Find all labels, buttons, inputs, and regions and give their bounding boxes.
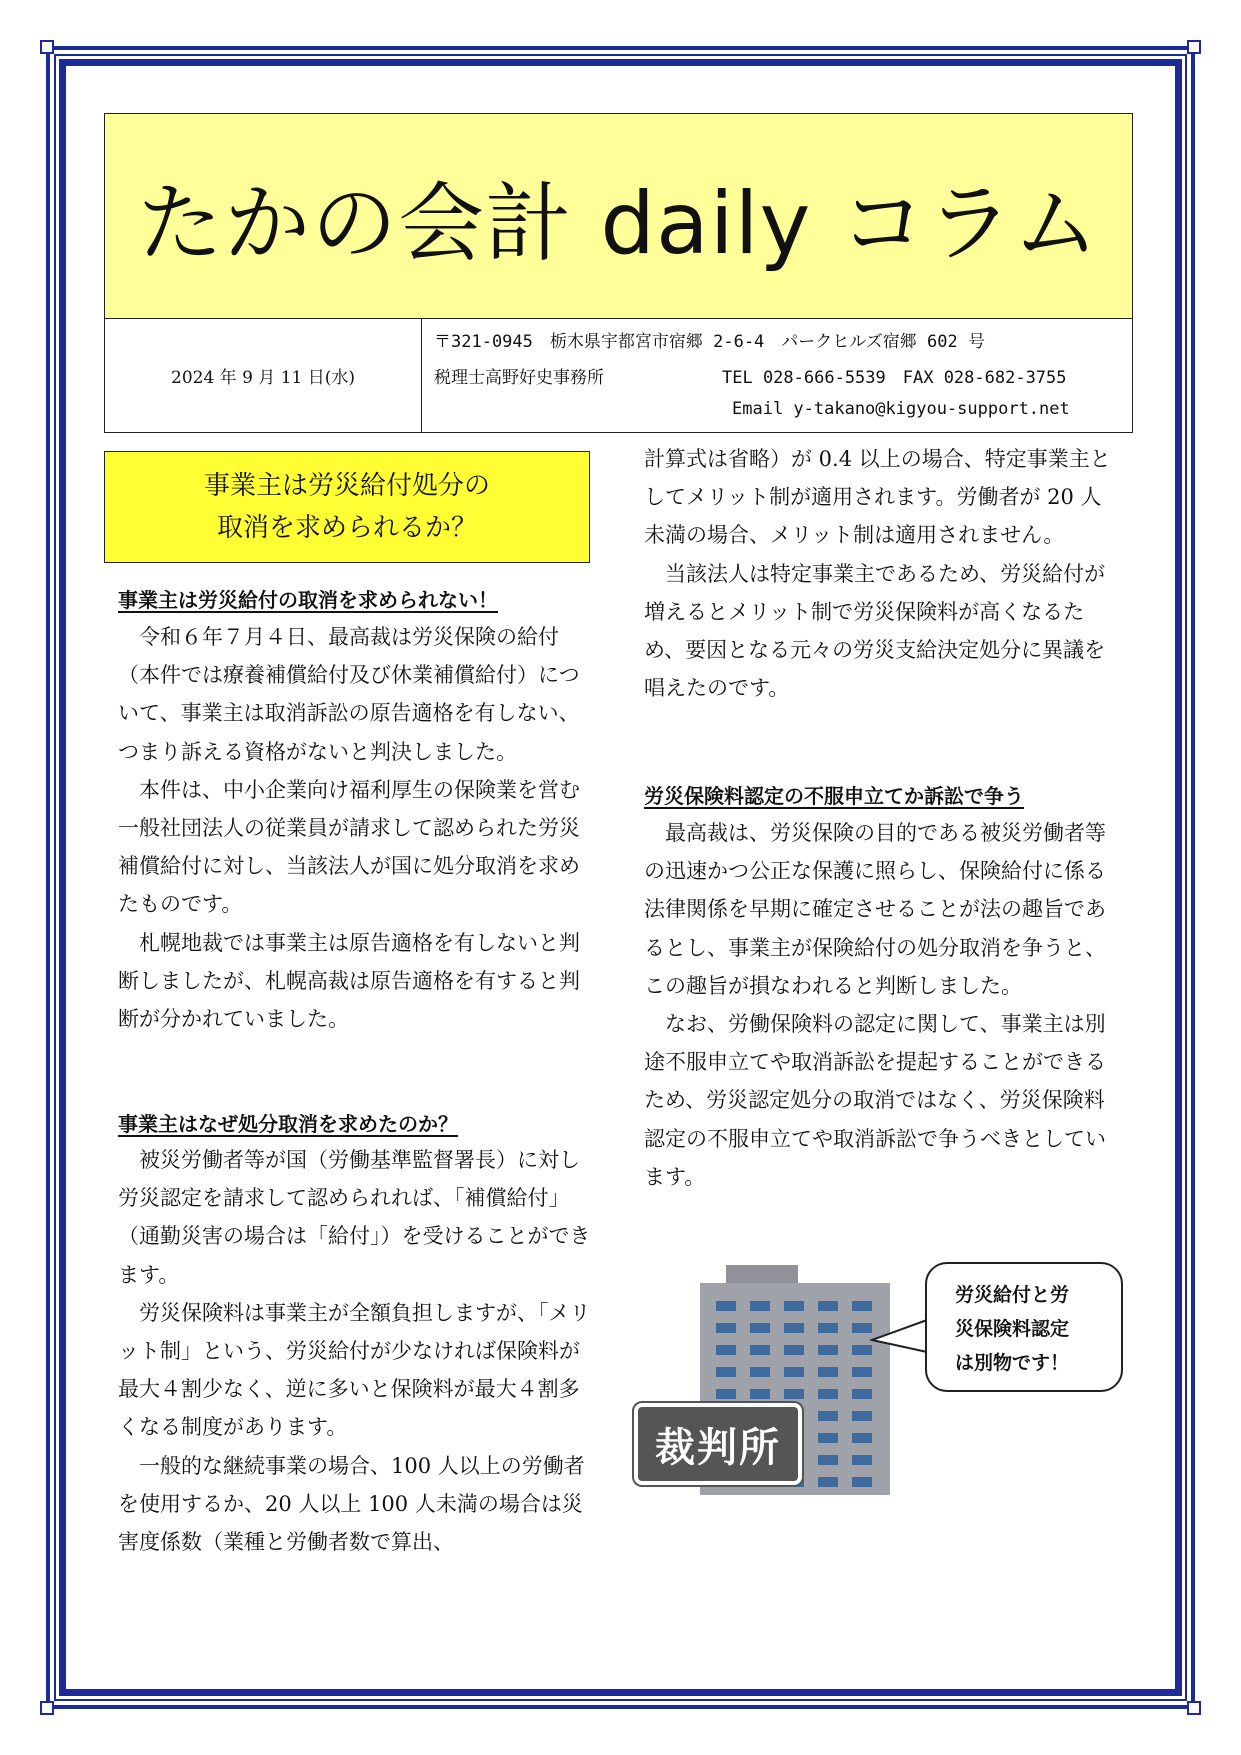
paragraph: なお、労働保険料の認定に関して、事業主は別途不服申立てや取消訴訟を提起することができるため、労災認定処分の取消ではなく、労災保険料認定の不服申立てや取消訴訟で争うべきとしています。 [644,1012,1106,1189]
building-window [784,1389,804,1399]
building-window [784,1323,804,1333]
building-window [750,1345,770,1355]
office-address: 〒321-0945 栃木県宇都宮市宿郷 2-6-4 パークヒルズ宿郷 602 号 [434,332,985,352]
paragraph: 労災保険料は事業主が全額負担しますが、「メリット制」という、労災給付が少なければ保険料が最大４割少なく、逆に多いと保険料が最大４割多くなる制度があります。 [118,1300,591,1440]
building-window [716,1345,736,1355]
paragraph: 一般的な継続事業の場合、100 人以上の労働者を使用するか、20 人以上 100 人未満の場合は災害度係数（業種と労働者数で算出、 [118,1453,585,1555]
building-window [818,1411,838,1421]
topic-title-line2: 取消を求められるか？ [216,513,477,543]
section-2-body [118,1141,596,1561]
building-window [818,1367,838,1377]
section-heading-3: 労災保険料認定の不服申立てか訴訟で争う [644,784,1024,808]
paragraph: 最高裁は、労災保険の目的である被災労働者等の迅速かつ公正な保護に照らし、保険給付に係る法律関係を早期に確定させることが法の趣旨であるとし、事業主が保険給付の処分取消を争うと、この趣旨が損なわれると判断しました。 [644,821,1106,998]
section-1-body [118,618,596,1038]
issue-date: 2024 年 9 月 11 日(水) [105,319,422,432]
topic-title-line1: 事業主は労災給付処分の [203,471,490,501]
building-window [784,1345,804,1355]
building-window [818,1477,838,1487]
paragraph: 令和６年７月４日、最高裁は労災保険の給付（本件では療養補償給付及び休業補償給付）について、事業主は取消訴訟の原告適格を有しない、つまり訴える資格がないと判決しました。 [118,625,580,764]
topic-title-box [104,451,590,563]
paragraph: 本件は、中小企業向け福利厚生の保険業を営む一般社団法人の従業員が請求して認められた労災補償給付に対し、当該法人が国に処分取消を求めたものです。 [118,777,580,917]
bubble-line: 災保険料認定 [955,1318,1070,1340]
court-sign [634,1403,802,1485]
building-window [852,1367,872,1377]
building-window [852,1323,872,1333]
border-corner-ornament [40,1701,54,1715]
newsletter-title: たかの会計 daily コラム [105,114,1132,319]
section-heading-2: 事業主はなぜ処分取消を求めたのか？ [118,1112,458,1136]
building-window [818,1323,838,1333]
building-window [818,1345,838,1355]
building-window [852,1389,872,1399]
border-corner-ornament [1187,1701,1201,1715]
building-window [818,1389,838,1399]
building-window [852,1301,872,1311]
building-window [784,1367,804,1377]
section-2-body-continued [644,440,1122,707]
building-window [784,1301,804,1311]
bubble-line: 労災給付と労 [955,1284,1070,1306]
paragraph: 計算式は省略）が 0.4 以上の場合、特定事業主としてメリット制が適用されます。労働者が 20 人未満の場合、メリット制は適用されません。 [644,447,1111,548]
court-sign-label: 裁判所 [655,1424,781,1471]
building-window [716,1301,736,1311]
building-window [716,1367,736,1377]
building-window [818,1433,838,1443]
section-heading-1: 事業主は労災給付の取消を求められない！ [118,588,498,612]
building-window [750,1323,770,1333]
office-name: 税理士高野好史事務所 [434,368,604,388]
border-corner-ornament [1187,40,1201,54]
paragraph: 当該法人は特定事業主であるため、労災給付が増えるとメリット制で労災保険料が高くなるため、要因となる元々の労災支給決定処分に異議を唱えたのです。 [644,561,1106,701]
building-window [852,1345,872,1355]
building-window [852,1477,872,1487]
office-contact-block [422,319,1132,432]
paragraph: 被災労働者等が国（労働基準監督署長）に対し労災認定を請求して認められれば、「補償給付」（通勤災害の場合は「給付」）を受けることができます。 [118,1148,591,1287]
building-window [750,1389,770,1399]
newsletter-header [104,113,1133,433]
office-email[interactable]: Email y-takano@kigyou-support.net [732,399,1070,419]
building-window [818,1301,838,1311]
building-window [852,1433,872,1443]
building-window [716,1389,736,1399]
speech-bubble-tail [870,1318,930,1358]
building-window [818,1455,838,1465]
section-3-body [644,814,1122,1196]
paragraph: 札幌地裁では事業主は原告適格を有しないと判断しましたが、札幌高裁は原告適格を有すると判断が分かれていました。 [118,930,580,1032]
building-window [852,1455,872,1465]
office-phone-fax: TEL 028-666-5539 FAX 028-682-3755 [722,368,1067,388]
building-window [716,1323,736,1333]
building-window [852,1411,872,1421]
bubble-line: は別物です！ [955,1352,1070,1374]
building-window [750,1301,770,1311]
speech-bubble [925,1262,1123,1392]
building-window [750,1367,770,1377]
border-corner-ornament [40,40,54,54]
